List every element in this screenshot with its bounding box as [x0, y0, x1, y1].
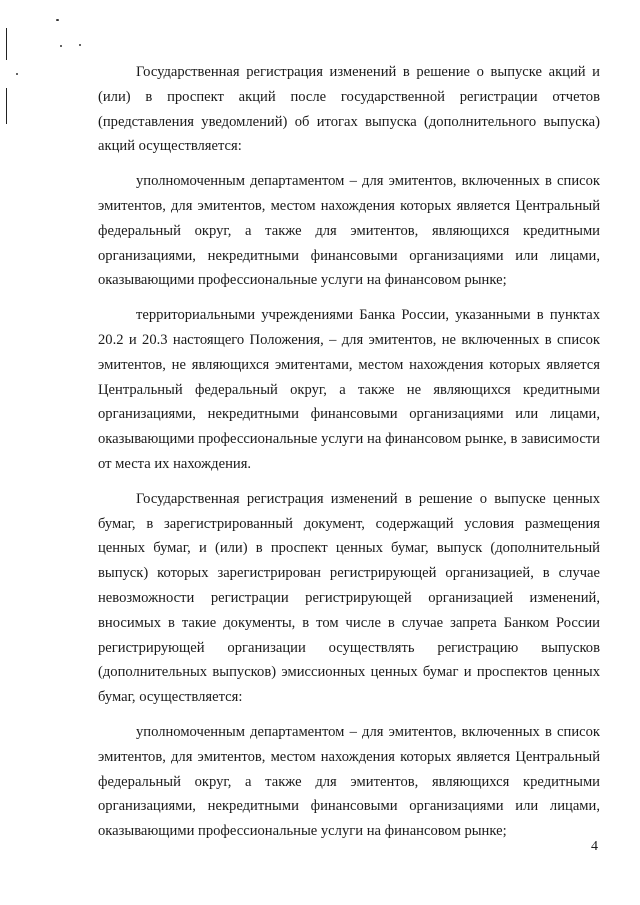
scan-speck [16, 73, 18, 75]
scan-margin-mark [6, 28, 7, 60]
paragraph: уполномоченным департаментом – для эмитентов, включенных в список эмитентов, для эмитентов, местом нахождения которых является Центральный федеральный округ, а также для эмитентов, являющихся кредитными организациями, некредитными финансовыми организациями или лицами, оказывающими профессиональные услуги на финансовом рынке; [98, 173, 600, 289]
scan-speck [56, 19, 59, 21]
scan-margin-mark [6, 88, 7, 124]
document-body [98, 60, 600, 844]
page-number: 4 [591, 839, 598, 854]
paragraph: Государственная регистрация изменений в решение о выпуске ценных бумаг, в зарегистрированный документ, содержащий условия размещения ценных бумаг, и (или) в проспект ценных бумаг, выпуск (дополнительный выпуск) которых зарегистрирован регистрирующей организацией, в случае невозможности регистрации регистрирующей организацией изменений, вносимых в такие документы, в том числе в случае запрета Банком России регистрирующей организации осуществлять регистрацию выпусков (дополнительных выпусков) эмиссионных ценных бумаг и проспектов ценных бумаг, осуществляется: [98, 490, 600, 706]
scan-speck [79, 44, 81, 46]
scan-speck [60, 45, 62, 47]
paragraph: территориальными учреждениями Банка России, указанными в пунктах 20.2 и 20.3 настоящего Положения, – для эмитентов, не включенных в список эмитентов, не являющихся эмитентами, местом нахождения которых является Центральный федеральный округ, а также не являющихся кредитными организациями, некредитными финансовыми организациями или лицами, оказывающими профессиональные услуги на финансовом рынке, в зависимости от места их нахождения. [98, 307, 600, 472]
paragraph: Государственная регистрация изменений в решение о выпуске акций и (или) в проспект акций после государственной регистрации отчетов (представления уведомлений) об итогах выпуска (дополнительного выпуска) акций осуществляется: [98, 64, 600, 155]
paragraph: уполномоченным департаментом – для эмитентов, включенных в список эмитентов, для эмитентов, местом нахождения которых является Центральный федеральный округ, а также для эмитентов, являющихся кредитными организациями, некредитными финансовыми организациями или лицами, оказывающими профессиональные услуги на финансовом рынке; [98, 723, 600, 840]
